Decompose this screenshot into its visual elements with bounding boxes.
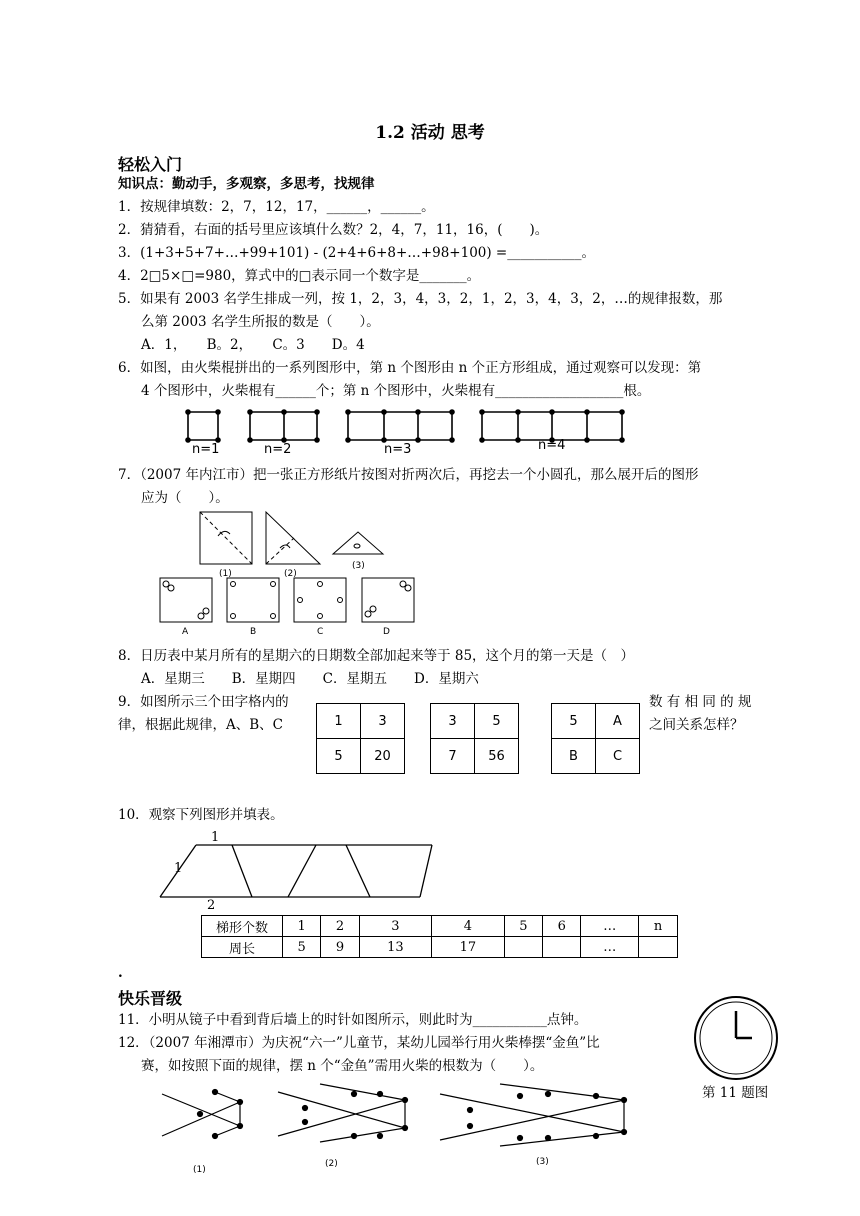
question-10: 10．观察下列图形并填表。 <box>118 807 284 823</box>
tian-grid-1 <box>316 703 405 774</box>
question-7-line1: 7．（2007 年内江市）把一张正方形纸片按图对折两次后，再挖去一个小圆孔，那么展开后的图形 <box>118 467 699 483</box>
goldfish-label-3: (3) <box>536 1157 549 1167</box>
table-cell: 17 <box>432 937 505 958</box>
question-4: 4．2□5×□=980，算式中的□表示同一个数字是_______。 <box>118 268 481 284</box>
grid-cell: 20 <box>361 739 405 774</box>
question-2: 2．猜猜看，右面的括号里应该填什么数？2，4，7，11，16，( )。 <box>118 222 549 238</box>
question-8-options: A．星期三 B．星期四 C．星期五 D．星期六 <box>141 671 479 687</box>
option-label-a: A <box>182 627 189 637</box>
top-side-label: 1 <box>211 830 220 845</box>
grid-cell: 3 <box>361 704 405 739</box>
tian-grid-2 <box>430 703 519 774</box>
trapezoid-table <box>201 915 678 958</box>
question-9-line1: 9．如图所示三个田字格内的 <box>118 694 289 710</box>
matchstick-label-1: n=1 <box>192 442 220 457</box>
question-3: 3．(1+3+5+7+…+99+101) - (2+4+6+8+…+98+100) =___________。 <box>118 245 595 261</box>
question-11: 11．小明从镜子中看到背后墙上的时针如图所示，则此时为___________点钟。 <box>118 1012 588 1028</box>
fold-step-label-3: (3) <box>352 561 365 571</box>
clock-icon <box>692 995 782 1085</box>
paper-folding-figure <box>0 510 860 640</box>
slant-side-label: 1 <box>174 861 183 876</box>
goldfish-figure <box>0 1080 860 1180</box>
trapezoid-figure <box>0 827 860 913</box>
grid-cell: B <box>552 739 596 774</box>
table-cell: 13 <box>359 937 432 958</box>
question-9-line2-right: 之间关系怎样？ <box>649 717 744 733</box>
tian-grid-3 <box>551 703 640 774</box>
option-label-b: B <box>250 627 257 637</box>
option-label-d: D <box>383 627 390 637</box>
grid-cell: 56 <box>475 739 519 774</box>
question-12-line2: 赛，如按照下面的规律，摆 n 个“金鱼”需用火柴的根数为（ ）。 <box>141 1058 544 1074</box>
goldfish-label-2: (2) <box>325 1159 338 1169</box>
page-title: 1.2 活动 思考 <box>375 123 485 143</box>
table-cell: 2 <box>321 916 359 937</box>
question-6-line2: 4 个图形中，火柴棍有______个；第 n 个图形中，火柴棍有___________________根。 <box>141 383 651 399</box>
grid-cell: C <box>596 739 640 774</box>
fold-step-label-2: (2) <box>284 569 297 579</box>
question-12-line1: 12．（2007 年湘潭市）为庆祝“六一”儿童节，某幼儿园举行用火柴棒摆“金鱼”比 <box>118 1035 600 1051</box>
question-6-line1: 6．如图，由火柴棍拼出的一系列图形中，第 n 个图形由 n 个正方形组成，通过观察可以发现：第 <box>118 360 702 376</box>
grid-cell: 3 <box>431 704 475 739</box>
question-5-line2: 么第 2003 名学生所报的数是（ ）。 <box>141 314 380 330</box>
matchstick-label-4: n=4 <box>538 438 566 453</box>
question-8: 8．日历表中某月所有的星期六的日期数全部加起来等于 85，这个月的第一天是（ ） <box>118 648 635 664</box>
matchstick-figure <box>0 405 860 455</box>
table-cell: 6 <box>543 916 581 937</box>
table-row <box>202 916 678 937</box>
question-5-options: A．1， B。2， C。3 D。4 <box>141 337 365 353</box>
fold-step-label-1: (1) <box>219 569 232 579</box>
clock-caption: 第 11 题图 <box>702 1085 769 1101</box>
table-cell <box>543 937 581 958</box>
question-7-line2: 应为（ ）。 <box>141 490 229 506</box>
grid-cell: 5 <box>552 704 596 739</box>
grid-cell: 5 <box>317 739 361 774</box>
question-5-line1: 5．如果有 2003 名学生排成一列，按 1，2，3，4，3，2，1，2，3，4，3，2，…的规律报数，那 <box>118 291 723 307</box>
option-label-c: C <box>317 627 324 637</box>
table-cell: 9 <box>321 937 359 958</box>
grid-cell: 7 <box>431 739 475 774</box>
section-heading-advanced: 快乐晋级 <box>118 989 183 1008</box>
table-cell <box>639 937 678 958</box>
grid-cell: 5 <box>475 704 519 739</box>
knowledge-point: 知识点：勤动手，多观察，多思考，找规律 <box>118 176 375 192</box>
table-cell <box>504 937 542 958</box>
bottom-side-label: 2 <box>207 898 216 913</box>
table-cell: 4 <box>432 916 505 937</box>
question-9-line1-right: 数 有 相 同 的 规 <box>649 694 752 710</box>
section-heading-basic: 轻松入门 <box>118 155 183 174</box>
table-cell: n <box>639 916 678 937</box>
question-9-line2: 律，根据此规律，A、B、C <box>118 717 283 733</box>
table-cell: 3 <box>359 916 432 937</box>
table-cell: 1 <box>283 916 321 937</box>
table-cell: 梯形个数 <box>202 916 283 937</box>
table-cell: 5 <box>283 937 321 958</box>
table-cell: … <box>581 937 639 958</box>
goldfish-label-1: (1) <box>193 1165 206 1175</box>
table-cell: 周长 <box>202 937 283 958</box>
stray-dot: . <box>118 965 123 981</box>
matchstick-label-2: n=2 <box>264 442 292 457</box>
grid-cell: 1 <box>317 704 361 739</box>
table-cell: … <box>581 916 639 937</box>
table-row <box>202 937 678 958</box>
question-1: 1．按规律填数：2，7，12，17，______，______。 <box>118 199 435 215</box>
grid-cell: A <box>596 704 640 739</box>
matchstick-label-3: n=3 <box>384 442 412 457</box>
table-cell: 5 <box>504 916 542 937</box>
